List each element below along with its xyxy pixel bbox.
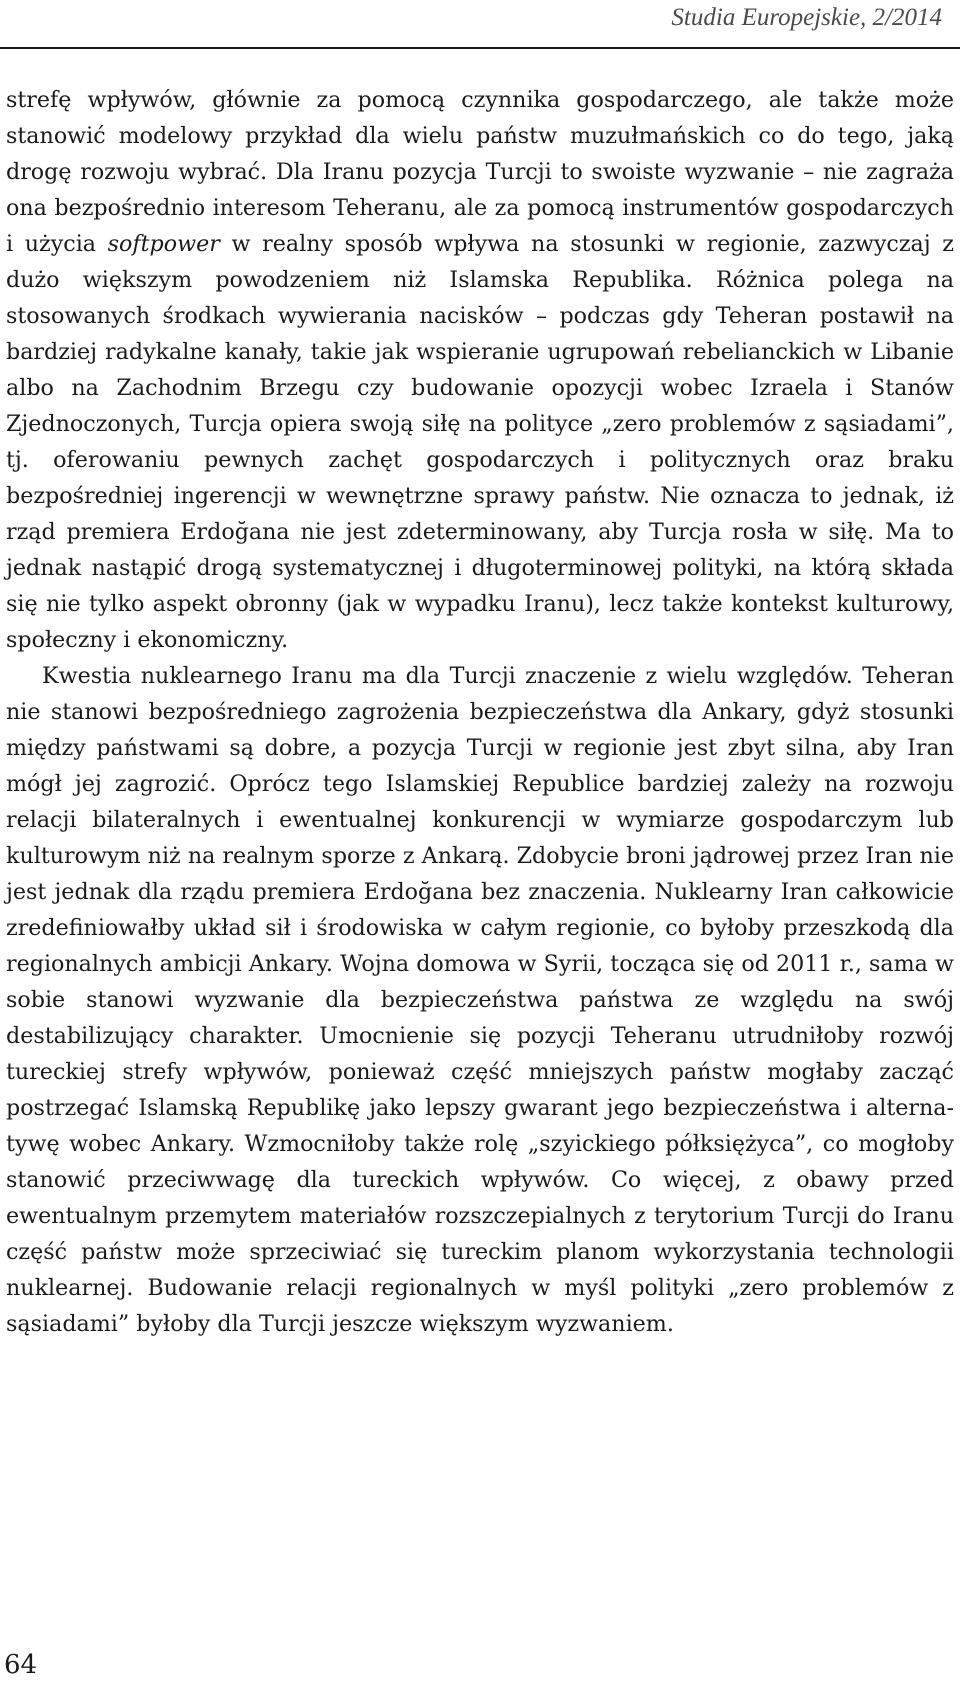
- header-divider: [0, 47, 960, 49]
- paragraph: [6, 82, 954, 658]
- running-head: [0, 0, 960, 50]
- emphasized-term: softpower: [107, 231, 220, 257]
- text-run: w realny sposób wpływa na stosunki w regionie, zazwyczaj z dużo większym powodzeniem niż Islamska Republika. Różnica polega na stosowanych środkach wywierania nacisków – podczas gdy Teheran postawił na bardziej radykalne kanały, takie jak wspieranie ugrupowań rebelianckich w Libanie albo na Zachodnim Brzegu czy budowanie opozycji wobec Izraela i Stanów Zjednoczonych, Turcja opiera swoją siłę na polityce „zero problemów z sąsiadami”, tj. oferowaniu pewnych zachęt gospodarczych i politycznych oraz braku bezpośredniej ingerencji w wewnętrzne sprawy państw. Nie oznacza to jednak, iż rząd premiera Erdoğana nie jest zdeterminowany, aby Turcja rosła w siłę. Ma to jednak nastąpić drogą systematycznej i długoterminowej polityki, na którą składa się nie tylko aspekt obronny (jak w wypadku Iranu), lecz także kontekst kulturowy, społeczny i ekonomiczny.: [6, 231, 954, 653]
- paragraph: [6, 658, 954, 1342]
- journal-title: Studia Europejskie, 2/2014: [671, 4, 942, 31]
- text-run: Kwestia nuklearnego Iranu ma dla Turcji znaczenie z wielu względów. Teheran nie stanowi bezpośredniego zagrożenia bezpieczeństwa dla Ankary, gdyż stosunki między państwami są dobre, a pozycja Turcji w regionie jest zbyt silna, aby Iran mógł jej zagrozić. Oprócz tego Islamskiej Republice bardziej zależy na rozwoju relacji bilateralnych i ewentualnej konkurencji w wymiarze gospodarczym lub kulturowym niż na realnym sporze z Ankarą. Zdobycie broni jądrowej przez Iran nie jest jednak dla rządu premiera Erdoğana bez znaczenia. Nuklearny Iran całkowicie zredefiniowałby układ sił i środowiska w całym regionie, co byłoby przeszkodą dla regionalnych ambicji Ankary. Wojna domowa w Syrii, tocząca się od 2011 r., sama w sobie stanowi wyzwanie dla bezpieczeństwa państwa ze względu na swój destabilizujący charakter. Umocnienie się pozycji Teheranu utrudniłoby rozwój tureckiej strefy wpływów, ponieważ część mniejszych państw mogłaby zacząć postrzegać Islamską Republikę jako lepszy gwarant jego bezpieczeństwa i alternatywę wobec Ankary. Wzmocniłoby także rolę „szyickiego półksiężyca”, co mogłoby stanowić przeciwwagę dla tureckich wpływów. Co więcej, z obawy przed ewentualnym przemytem materiałów rozszczepialnych z terytorium Turcji do Iranu część państw może sprzeciwiać się tureckim planom wykorzystania technologii nuklearnej. Budowanie relacji regionalnych w myśl polityki „zero problemów z sąsiadami” byłoby dla Turcji jeszcze większym wyzwaniem.: [6, 663, 954, 1337]
- page-number: 64: [4, 1650, 38, 1680]
- article-body: [6, 82, 954, 1342]
- text-run: strefę wpływów, głównie za pomocą czynnika gospodarczego, ale także może stanowić modelowy przykład dla wielu państw muzułmańskich co do tego, jaką drogę rozwoju wybrać. Dla Iranu pozycja Turcji to swoiste wyzwanie – nie zagraża ona bezpośrednio interesom Teheranu, ale za pomocą instrumentów gospodarczych i użycia: [6, 87, 954, 257]
